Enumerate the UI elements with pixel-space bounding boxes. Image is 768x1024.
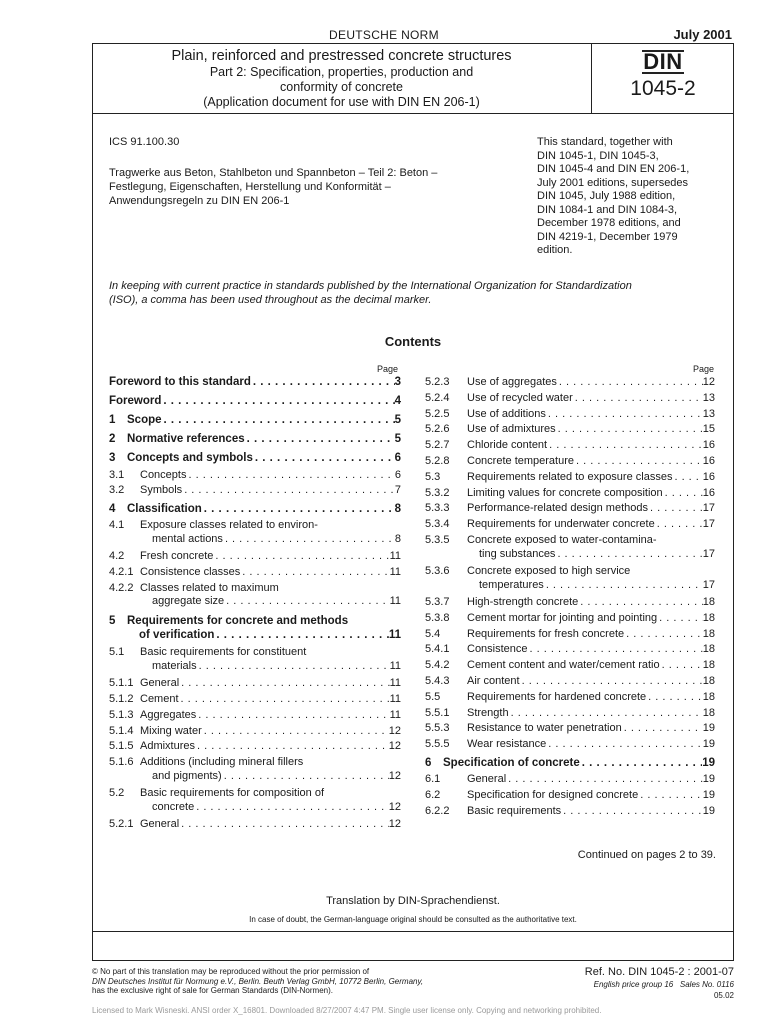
toc-entry-page: 12: [388, 724, 401, 737]
toc-entry-number: 5.2: [109, 787, 125, 800]
toc-entry-page: 11: [388, 628, 401, 641]
toc-entry-title: Basic requirements: [467, 804, 562, 817]
toc-entry-page: 16: [702, 439, 715, 452]
toc-entry-number: 5.3.7: [425, 596, 450, 608]
toc-entry-title: Foreword to this standard: [109, 376, 251, 388]
toc-entry-number: 5.5.5: [425, 738, 450, 751]
toc-entry-number: 5.3.8: [425, 611, 450, 624]
toc-entry-page: 18: [702, 675, 715, 687]
toc-entry-title: High-strength concrete: [467, 596, 579, 608]
edition-date: July 2001: [673, 27, 732, 42]
toc-entry: [425, 643, 715, 657]
toc-entry: [109, 709, 401, 723]
copyright-line: DIN Deutsches Institut für Normung e.V., Berlin. Beuth Verlag GmbH, 10772 Berlin, Germany,: [92, 976, 424, 986]
toc-entry-number: 5.4.2: [425, 659, 450, 672]
toc-entry-number: 5.2.7: [425, 439, 450, 452]
toc-entry-page: 17: [702, 502, 715, 515]
toc-entry-title: Consistence classes: [140, 565, 241, 578]
toc-entry-title-continued: concrete: [152, 800, 195, 813]
toc-entry-number: 4.1: [109, 519, 125, 532]
standard-subtitle-1: Part 2: Specification, properties, production and: [209, 65, 474, 79]
copyright-notice: [92, 967, 492, 996]
toc-entry-title: Concrete exposed to high service: [467, 565, 631, 577]
toc-entry-title: Fresh concrete: [140, 550, 214, 563]
toc-entry: [425, 707, 715, 721]
toc-entry-number: 3: [109, 452, 116, 464]
toc-entry: [109, 582, 401, 609]
supersede-line: DIN 1045-1, DIN 1045-3,: [537, 149, 659, 162]
toc-entry-number: 6: [425, 756, 432, 769]
toc-entry: [425, 596, 715, 610]
toc-entry-number: 5.3.2: [425, 486, 450, 499]
supersede-line: This standard, together with: [537, 136, 673, 148]
toc-entry-page: 8: [394, 502, 401, 515]
toc-entry-page: 19: [702, 756, 715, 769]
toc-entry-title: Air content: [467, 675, 520, 687]
toc-entry-title: Concrete temperature: [467, 455, 574, 467]
toc-entry-title: Normative references: [127, 433, 245, 445]
toc-entry: [109, 787, 401, 814]
toc-entry-number: 5.2.6: [425, 423, 450, 436]
price-group-text: English price group 16: [593, 980, 674, 989]
toc-entry: [109, 469, 401, 483]
sales-number: Sales No. 0116: [679, 980, 734, 989]
toc-entry-page: 19: [702, 773, 715, 785]
toc-entry-number: 6.1: [425, 773, 441, 785]
page-column-label: Page: [693, 364, 715, 374]
toc-entry-title: Resistance to water penetration: [467, 722, 622, 735]
toc-entry-number: 5.3.6: [425, 565, 450, 577]
toc-entry: [425, 738, 715, 752]
toc-entry-number: 5.2.4: [425, 391, 450, 404]
toc-entry-number: 4.2: [109, 550, 125, 563]
din-logo-block: [592, 43, 734, 114]
toc-entry-number: 5.2.1: [109, 818, 134, 831]
toc-entry-number: 5.1.1: [109, 677, 134, 690]
toc-entry: [425, 487, 715, 501]
toc-entry-title: Specification for designed concrete: [467, 788, 639, 801]
toc-entry-number: 3.2: [109, 484, 125, 497]
toc-entry: [425, 659, 715, 673]
norm-label: DEUTSCHE NORM: [329, 28, 439, 42]
toc-entry-page: 18: [702, 596, 715, 608]
toc-entry-page: 8: [394, 532, 401, 545]
toc-entry-page: 11: [389, 677, 401, 690]
din-standard-number: 1045-2: [630, 77, 696, 100]
toc-entry: [425, 423, 715, 437]
toc-entry-number: 1: [109, 414, 116, 426]
toc-entry-title: General: [467, 773, 507, 785]
toc-entry-page: 11: [389, 659, 401, 672]
toc-entry-page: 16: [702, 455, 715, 467]
toc-entry-title: Requirements related to exposure classes: [467, 470, 673, 483]
toc-entry-page: 5: [394, 433, 401, 445]
toc-entry-title: Strength: [467, 706, 509, 719]
toc-entry-title: Use of admixtures: [467, 423, 556, 436]
toc-entry-title: Requirements for hardened concrete: [467, 690, 647, 703]
toc-entry-title: Foreword: [109, 395, 162, 407]
toc-entry-number: 5: [109, 615, 116, 628]
toc-entry-number: 3.1: [109, 468, 125, 481]
toc-entry-page: 13: [702, 391, 715, 404]
toc-entry-page: 11: [389, 565, 401, 578]
toc-entry: [109, 646, 401, 673]
toc-entry-number: 5.5.3: [425, 722, 450, 735]
toc-entry: [109, 756, 401, 783]
contents-heading: Contents: [384, 334, 442, 349]
toc-entry-page: 17: [702, 547, 715, 560]
toc-entry-title: Specification of concrete: [443, 756, 580, 769]
toc-entry-number: 5.3: [425, 470, 441, 483]
toc-entry-page: 6: [394, 468, 401, 481]
toc-entry-number: 5.4: [425, 627, 441, 640]
supersede-line: edition.: [537, 244, 573, 256]
reference-number: Ref. No. DIN 1045-2 : 2001-07: [584, 966, 734, 978]
toc-entry-title: Requirements for underwater concrete: [467, 518, 655, 531]
toc-entry: [109, 452, 401, 466]
copyright-line: has the exclusive right of sale for German Standards (DIN-Normen).: [92, 986, 333, 995]
supersede-line: DIN 1084-1 and DIN 1084-3,: [537, 203, 678, 216]
toc-entry-title: Cement content and water/cement ratio: [467, 659, 660, 672]
decimal-note-line: In keeping with current practice in standards published by the International Organization for Standardization: [109, 280, 632, 292]
authoritative-text-note: In case of doubt, the German-language original should be consulted as the authoritative text.: [249, 915, 577, 924]
toc-entry-title-continued: aggregate size: [152, 595, 225, 608]
toc-entry-number: 5.1.2: [109, 693, 134, 705]
toc-entry-title: Admixtures: [140, 740, 196, 753]
edition-code: 05.02: [713, 991, 734, 1000]
supersede-line: July 2001 editions, supersedes: [537, 176, 689, 189]
toc-entry-title: General: [140, 818, 180, 831]
toc-entry-title-continued: materials: [152, 659, 197, 672]
toc-entry-title-continued: ting substances: [479, 547, 556, 560]
standard-subtitle-3: (Application document for use with DIN EN 206-1): [203, 95, 480, 109]
toc-entry-title: Concrete exposed to water-contamina-: [467, 534, 657, 546]
copyright-line: © No part of this translation may be reproduced without the prior permission of: [92, 967, 370, 976]
toc-entry-title: Cement mortar for jointing and pointing: [467, 611, 658, 624]
toc-entry: [425, 502, 715, 516]
toc-entry-page: 18: [702, 659, 715, 672]
toc-entry-page: 18: [702, 706, 715, 719]
toc-entry: [109, 519, 401, 546]
toc-entry: [109, 484, 401, 498]
decimal-note-line: (ISO), a comma has been used throughout as the decimal marker.: [109, 294, 432, 306]
ics-code: ICS 91.100.30: [109, 136, 180, 148]
toc-entry: [425, 565, 715, 592]
toc-entry: [109, 818, 401, 832]
license-watermark: Licensed to Mark Wisneski. ANSI order X_16801. Downloaded 8/27/2007 4:47 PM. Single user license only. Copying and networking prohibited.: [92, 1006, 602, 1015]
toc-entry-number: 5.3.3: [425, 502, 450, 515]
toc-entry-title: Use of recycled water: [467, 391, 573, 404]
toc-entry-page: 18: [702, 643, 715, 656]
toc-entry-title: Use of aggregates: [467, 376, 557, 388]
toc-entry-title: Cement: [140, 693, 179, 705]
toc-entry: [425, 757, 715, 771]
supersede-line: DIN 1045-4 and DIN EN 206-1,: [537, 163, 690, 175]
decimal-marker-note: [109, 279, 729, 307]
toc-entry-page: 12: [702, 376, 715, 388]
toc-entry: [109, 566, 401, 580]
page-column-label: Page: [377, 364, 399, 374]
toc-entry-page: 4: [394, 395, 401, 407]
toc-entry: [425, 392, 715, 406]
toc-entry-page: 7: [394, 484, 401, 497]
toc-entry-number: 5.3.5: [425, 534, 450, 546]
toc-entry: [109, 414, 401, 428]
toc-entry-number: 4.2.2: [109, 581, 134, 594]
toc-entry-page: 12: [388, 818, 401, 831]
toc-entry: [425, 534, 715, 561]
toc-entry-page: 18: [702, 690, 715, 703]
toc-entry: [109, 550, 401, 564]
toc-entry-title: Exposure classes related to environ-: [140, 519, 318, 532]
german-title-line: Festlegung, Eigenschaften, Herstellung und Konformität –: [109, 181, 391, 193]
continued-note: Continued on pages 2 to 39.: [577, 849, 716, 861]
toc-entry-number: 5.1.6: [109, 756, 134, 769]
supersede-line: December 1978 editions, and: [537, 217, 681, 229]
toc-entry-page: 6: [394, 452, 401, 464]
toc-entry-number: 5.2.5: [425, 407, 450, 420]
toc-entry-title: Scope: [127, 414, 162, 426]
toc-entry: [425, 675, 715, 689]
toc-entry-page: 16: [702, 486, 715, 499]
supersede-note: [537, 136, 727, 258]
toc-entry-page: 19: [702, 788, 715, 801]
toc-entry-page: 15: [702, 423, 715, 436]
toc-entry-title: Use of additions: [467, 407, 546, 420]
standard-title: Plain, reinforced and prestressed concrete structures: [171, 48, 512, 64]
toc-entry-number: 4.2.1: [109, 565, 134, 578]
toc-entry-page: 3: [394, 376, 401, 388]
toc-entry: [425, 805, 715, 819]
toc-entry-page: 19: [702, 738, 715, 751]
toc-entry-number: 5.1: [109, 646, 125, 659]
toc-entry-title: Consistence: [467, 643, 528, 656]
toc-entry-page: 11: [389, 693, 401, 705]
toc-entry-title: Basic requirements for constituent: [140, 646, 307, 659]
toc-entry: [109, 693, 401, 707]
toc-entry: [425, 439, 715, 453]
toc-entry-page: 11: [389, 550, 401, 563]
supersede-line: DIN 4219-1, December 1979: [537, 230, 678, 243]
toc-entry-title-continued: mental actions: [152, 532, 223, 545]
din-logo: DIN: [643, 49, 683, 74]
toc-entry-title-continued: and pigments): [152, 769, 222, 782]
toc-entry-number: 5.5: [425, 690, 441, 703]
toc-entry-title: Classes related to maximum: [140, 581, 279, 594]
toc-entry-page: 17: [702, 518, 715, 531]
toc-entry: [109, 677, 401, 691]
toc-entry: [425, 789, 715, 803]
toc-entry-title: Aggregates: [140, 708, 197, 721]
divider: [92, 931, 734, 932]
toc-entry-title: Basic requirements for composition of: [140, 787, 325, 800]
toc-entry-number: 2: [109, 433, 116, 445]
toc-entry: [109, 740, 401, 754]
toc-entry-page: 19: [702, 804, 715, 817]
toc-entry: [425, 376, 715, 390]
toc-entry: [109, 376, 401, 390]
toc-entry-page: 13: [702, 407, 715, 420]
toc-entry-number: 4: [109, 502, 116, 515]
toc-entry-title: Mixing water: [140, 724, 202, 737]
toc-entry-number: 6.2: [425, 788, 441, 801]
toc-entry-page: 12: [388, 740, 401, 753]
toc-entry-title-continued: temperatures: [479, 578, 544, 591]
toc-entry-title: Concepts: [140, 468, 187, 481]
standard-subtitle-2: conformity of concrete: [280, 80, 403, 94]
toc-entry-number: 5.2.8: [425, 455, 450, 467]
toc-entry-title: Concepts and symbols: [127, 452, 253, 464]
toc-entry: [425, 408, 715, 422]
toc-entry-page: 18: [702, 627, 715, 640]
toc-entry-title: General: [140, 677, 180, 690]
translation-credit: Translation by DIN-Sprachendienst.: [326, 895, 500, 907]
german-title-line: Tragwerke aus Beton, Stahlbeton und Spannbeton – Teil 2: Beton –: [109, 167, 438, 179]
toc-entry-number: 5.1.5: [109, 740, 134, 753]
toc-entry: [109, 725, 401, 739]
german-title: [109, 166, 509, 208]
toc-entry-page: 16: [702, 470, 715, 483]
toc-entry: [425, 722, 715, 736]
toc-entry-number: 6.2.2: [425, 804, 450, 817]
toc-entry-number: 5.1.3: [109, 708, 134, 721]
toc-entry-title: Requirements for concrete and methods: [127, 615, 349, 628]
toc-entry: [425, 471, 715, 485]
toc-entry-number: 5.3.4: [425, 518, 450, 531]
toc-entry: [425, 612, 715, 626]
toc-entry-title: Limiting values for concrete composition: [467, 486, 663, 499]
toc-entry-page: 12: [388, 800, 401, 813]
toc-entry: [109, 503, 401, 517]
toc-entry-title: Symbols: [140, 484, 183, 497]
toc-entry-number: 5.4.3: [425, 675, 450, 687]
toc-entry-page: 5: [394, 414, 401, 426]
toc-entry-page: 17: [702, 578, 715, 591]
toc-entry: [109, 433, 401, 447]
price-group: [594, 980, 734, 989]
supersede-line: DIN 1045, July 1988 edition,: [537, 190, 676, 202]
toc-entry-page: 18: [702, 611, 715, 624]
toc-entry-title: Performance-related design methods: [467, 502, 648, 515]
document-header: [92, 43, 734, 114]
toc-entry-page: 11: [389, 708, 401, 721]
toc-entry-number: 5.4.1: [425, 643, 450, 656]
toc-entry-title: Wear resistance: [467, 738, 547, 751]
toc-entry: [109, 615, 401, 642]
toc-entry: [425, 773, 715, 787]
toc-entry-title-continued: of verification: [139, 628, 215, 641]
toc-entry-page: 11: [389, 595, 401, 608]
toc-entry: [425, 455, 715, 469]
toc-entry-number: 5.2.3: [425, 376, 450, 388]
toc-entry-title: Classification: [127, 502, 202, 515]
standard-title-block: [92, 43, 592, 114]
toc-entry-page: 19: [702, 722, 715, 735]
toc-entry: [425, 518, 715, 532]
german-title-line: Anwendungsregeln zu DIN EN 206-1: [109, 195, 290, 207]
toc-entry-title: Requirements for fresh concrete: [467, 627, 625, 640]
toc-entry-number: 5.5.1: [425, 706, 450, 719]
toc-entry: [425, 691, 715, 705]
toc-entry: [109, 395, 401, 409]
toc-entry-page: 12: [388, 769, 401, 782]
toc-entry-number: 5.1.4: [109, 724, 134, 737]
toc-entry-title: Chloride content: [467, 439, 548, 452]
toc-entry-title: Additions (including mineral fillers: [140, 756, 304, 769]
toc-entry: [425, 628, 715, 642]
